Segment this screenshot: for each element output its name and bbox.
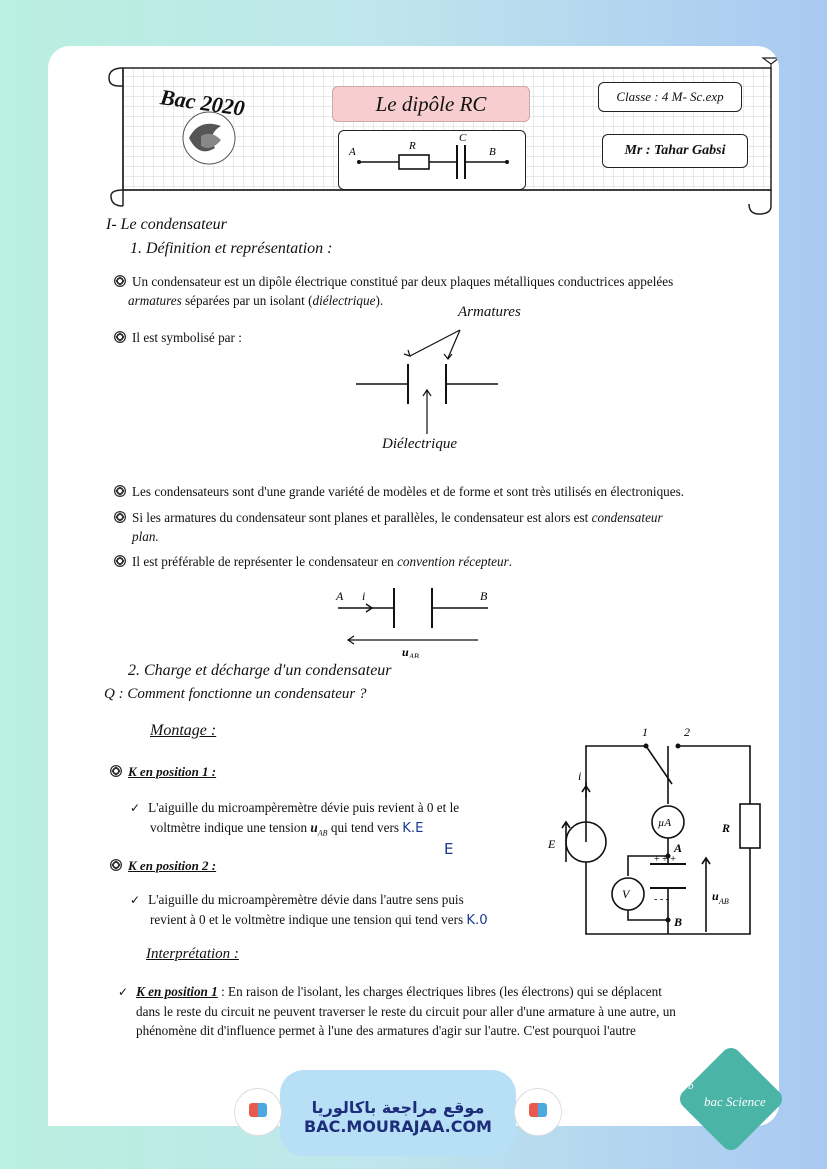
document-page: [48, 46, 779, 1126]
convention-figure: [328, 578, 508, 658]
check-bullet-icon: ✓: [118, 985, 129, 999]
armatures-label: Armatures: [458, 304, 521, 320]
node-a-label: A: [674, 841, 683, 855]
class-box: [598, 82, 742, 112]
montage-heading: Montage :: [150, 722, 217, 739]
check-bullet-icon: ✓: [130, 801, 141, 815]
microammeter-label: µA: [658, 817, 672, 829]
bac-science-badge-text: bac Science: [704, 1094, 766, 1109]
handwritten-k2: K.0: [466, 913, 488, 928]
resistor-label: R: [722, 821, 731, 835]
footer-site-badge[interactable]: [280, 1070, 516, 1156]
generator-label: E: [548, 837, 556, 851]
uab-label: u: [712, 889, 719, 903]
current-label: i: [578, 769, 582, 783]
flower-bullet-icon: [114, 275, 126, 287]
handwritten-k1: K.E: [402, 821, 424, 836]
fig2-label-a: A: [336, 589, 344, 603]
fig2-label-u-sub: AB: [409, 652, 419, 658]
convention-paragraph: Il est préférable de représenter le condensateur en convention récepteur.: [114, 552, 774, 571]
footer-arabic-text: موقع مراجعة باكالوريا: [311, 1098, 485, 1117]
fig2-label-u: u: [402, 645, 409, 658]
interpretation-heading: Interprétation :: [146, 946, 239, 962]
title-box: [332, 86, 530, 122]
rc-circuit-box: [338, 130, 526, 190]
capacitor-symbol-figure: [348, 304, 568, 464]
switch-label-1: 1: [642, 725, 648, 739]
varieties-paragraph: Les condensateurs sont d'une grande variété de modèles et de forme et sont très utilisés en électroniques.: [114, 482, 779, 501]
k1-text: ✓ L'aiguille du microampèremètre dévie puis revient à 0 et le voltmètre indique une tension $u_{AB}$ qui tend vers K.E: [130, 800, 460, 838]
montage-circuit: [538, 722, 768, 962]
k1-title-line: K en position 1 :: [110, 764, 216, 780]
class-label: Classe : 4 M- Sc.exp: [616, 89, 724, 104]
flower-bullet-icon: [114, 511, 126, 523]
flower-bullet-icon: [114, 331, 126, 343]
resistor-symbol: [399, 155, 429, 169]
interpretation-paragraph: ✓ K en position 1 : En raison de l'isolant, les charges électriques libres (les électrons) qui se déplacent dans le reste du circuit ne peuvent traverser le reste du circuit pour aller d'une armature à une autre, un phénomène dit d'influence permet à l'une des armatures d'agir sur l'autre. C'est pourquoi l'autre: [118, 984, 676, 1038]
k2-text: ✓ L'aiguille du microampèremètre dévie dans l'autre sens puis revient à 0 et le voltmètre indique une tension qui tend vers K.0: [130, 892, 488, 928]
rc-circuit-diagram: [339, 131, 525, 189]
definition-paragraph: Un condensateur est un dipôle électrique constitué par deux plaques métalliques conductrices appelées armatures séparées par un isolant (diélectrique).: [114, 272, 774, 310]
minus-charges: - - -: [654, 894, 669, 905]
footer-logo-right-icon: [514, 1088, 562, 1136]
handwritten-e: E: [444, 840, 454, 858]
subsection-1-heading: 1. Définition et représentation :: [130, 240, 333, 257]
flower-bullet-icon: [110, 859, 122, 871]
node-b-label: B: [674, 915, 683, 929]
check-bullet-icon: ✓: [130, 893, 141, 907]
switch-label-2: 2: [684, 725, 690, 739]
question-line: Q : Comment fonctionne un condensateur ?: [104, 686, 367, 702]
k2-title-line: K en position 2 :: [110, 858, 216, 874]
fig2-label-i: i: [362, 589, 366, 603]
label-c: C: [459, 132, 467, 144]
label-b: B: [489, 146, 496, 158]
flower-bullet-icon: [114, 485, 126, 497]
voltmeter-label: V: [622, 887, 630, 901]
plus-charges: + + +: [654, 854, 676, 865]
subsection-2-heading: 2. Charge et décharge d'un condensateur: [128, 662, 392, 679]
teacher-box: [602, 134, 748, 168]
flower-bullet-icon: [110, 765, 122, 777]
flower-bullet-icon: [114, 555, 126, 567]
teacher-label: Mr : Tahar Gabsi: [624, 143, 726, 158]
dielectrique-label: Diélectrique: [382, 436, 457, 452]
label-r: R: [409, 140, 416, 152]
footer-site-link[interactable]: BAC.MOURAJAA.COM: [304, 1117, 492, 1136]
footer-logo-left-icon: [234, 1088, 282, 1136]
plan-paragraph: Si les armatures du condensateur sont planes et parallèles, le condensateur est alors est condensateur plan.: [114, 508, 774, 546]
label-a: A: [349, 146, 356, 158]
fig2-label-b: B: [480, 589, 488, 603]
uab-sub-label: AB: [719, 897, 729, 906]
section-heading: I- Le condensateur: [106, 216, 227, 233]
bac-science-badge-b: b: [688, 1080, 694, 1092]
symbol-intro: Il est symbolisé par :: [114, 328, 242, 347]
page-title: Le dipôle RC: [375, 92, 487, 116]
year-label: Bac 2020: [158, 84, 247, 121]
